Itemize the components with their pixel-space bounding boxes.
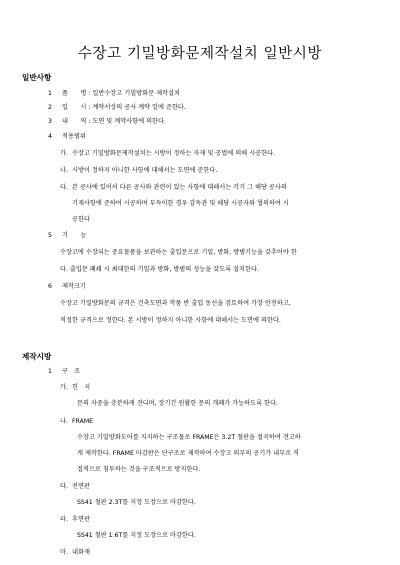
item-label: 내 역 : bbox=[62, 118, 91, 125]
sub-label: 후면판 bbox=[72, 516, 90, 523]
scope-text: 수장고 기밀방화문제작설치는 시방이 정하는 자재 및 공법에 의해 시공한다. bbox=[72, 150, 275, 157]
manufacture-item-1 bbox=[48, 368, 80, 376]
item-number: 5 bbox=[48, 232, 52, 239]
structure-sub-fireproof bbox=[60, 549, 90, 557]
sub-label: 내화재 bbox=[72, 549, 90, 556]
item-number: 1 bbox=[48, 368, 52, 375]
item-label: 제작크기 bbox=[62, 283, 86, 290]
scope-item-ga bbox=[60, 150, 275, 158]
scope-text-continued: 기재사항에 준하여 시공하며 부득이한 경우 감독관 및 해당 시공자와 협의하여 시 bbox=[72, 200, 289, 207]
sub-mark: 라. bbox=[60, 516, 68, 523]
sub-text: 수장고 기밀방화도어를 지지하는 구조물로 FRAME은 3.2T 철판을 절곡하여 견고하 bbox=[77, 434, 301, 441]
general-item-1 bbox=[48, 90, 180, 98]
sub-text: 게 제작한다. FRAME 마감판은 단구조로 제작하여 수장고 외부의 공기가 내부로 직 bbox=[77, 450, 300, 457]
size-paragraph-line: 수장고 기밀방화문의 규격은 건축도면과 작품 반 출입 동선을 검토하여 가장 안전하고, bbox=[60, 300, 291, 307]
scope-item-na bbox=[60, 167, 217, 175]
item-number: 4 bbox=[48, 133, 52, 140]
scope-mark: 다. bbox=[60, 184, 68, 191]
scope-item-da bbox=[60, 184, 287, 192]
size-paragraph-line: 적정한 규격으로 정한다. 본 시방이 정하지 아니한 사항에 대해서는 도면에 의한다. bbox=[60, 317, 281, 324]
item-label: 적용범위 bbox=[62, 133, 86, 140]
item-number: 1 bbox=[48, 90, 52, 97]
general-item-3 bbox=[48, 118, 166, 126]
section-heading-general: 일반사항 bbox=[22, 73, 52, 82]
item-label: 구 조 bbox=[62, 368, 81, 375]
scope-text-continued: 공한다 bbox=[72, 216, 90, 223]
scope-text: 본 공사에 있어서 다른 공사와 관련이 있는 사항에 대해서는 각기 그 해당 공사의 bbox=[72, 184, 287, 191]
general-item-2 bbox=[48, 104, 186, 112]
scope-mark: 가. bbox=[60, 150, 68, 157]
item-label: 품 명 : bbox=[62, 90, 91, 97]
item-label: 기 능 bbox=[62, 232, 87, 239]
sub-text: 접적으로 침투하는 것을 구조적으로 방지한다. bbox=[77, 466, 201, 473]
structure-sub-hinge bbox=[60, 384, 90, 392]
sub-text: SS41 철판 2.3T를 지정 도장으로 마감한다. bbox=[77, 499, 196, 506]
general-item-6 bbox=[48, 283, 86, 291]
item-text: 도면 및 계약사항에 의한다. bbox=[92, 118, 166, 125]
document-title: 수장고 기밀방화문제작설치 일반시방 bbox=[77, 46, 323, 62]
sub-text: SS41 철판 1.6T를 지정 도장으로 마감한다. bbox=[77, 532, 196, 539]
sub-mark: 마. bbox=[60, 549, 68, 556]
sub-label: FRAME bbox=[72, 418, 94, 425]
item-number: 3 bbox=[48, 118, 52, 125]
scope-mark: 나. bbox=[60, 167, 68, 174]
sub-text: 문의 자중을 충분하게 견디며, 장기간 원활한 문의 개폐가 가능하도록 한다. bbox=[77, 400, 278, 407]
structure-sub-front-panel bbox=[60, 483, 90, 491]
sub-label: 힌 지 bbox=[72, 384, 91, 391]
item-label: 일 시 : bbox=[62, 104, 91, 111]
structure-sub-frame bbox=[60, 418, 93, 426]
sub-mark: 다. bbox=[60, 483, 68, 490]
sub-mark: 나. bbox=[60, 418, 68, 425]
item-number: 6 bbox=[48, 283, 52, 290]
general-item-5 bbox=[48, 232, 86, 240]
sub-mark: 가. bbox=[60, 384, 68, 391]
item-text: 계약서상의 공사 계약 일에 준한다. bbox=[92, 104, 186, 111]
sub-label: 전면판 bbox=[72, 483, 90, 490]
general-item-4 bbox=[48, 133, 86, 141]
function-paragraph-line: 다. 출입문 폐쇄 시 최대한의 기밀과 방화, 방범의 성능을 갖도록 설치한다. bbox=[60, 266, 259, 273]
structure-sub-rear-panel bbox=[60, 516, 90, 524]
section-heading-manufacture: 제작시방 bbox=[22, 352, 52, 361]
scope-text: 시방이 정하지 아니한 사항에 대해서는 도면에 준한다. bbox=[72, 167, 218, 174]
item-number: 2 bbox=[48, 104, 52, 111]
item-text: 일반수장고 기밀방화문 제작설치 bbox=[92, 90, 180, 97]
function-paragraph-line: 수장고에 수장되는 중요물품을 보관하는 출입문으로 기밀, 방화, 방범기능을 갖추어야 한 bbox=[60, 249, 297, 256]
